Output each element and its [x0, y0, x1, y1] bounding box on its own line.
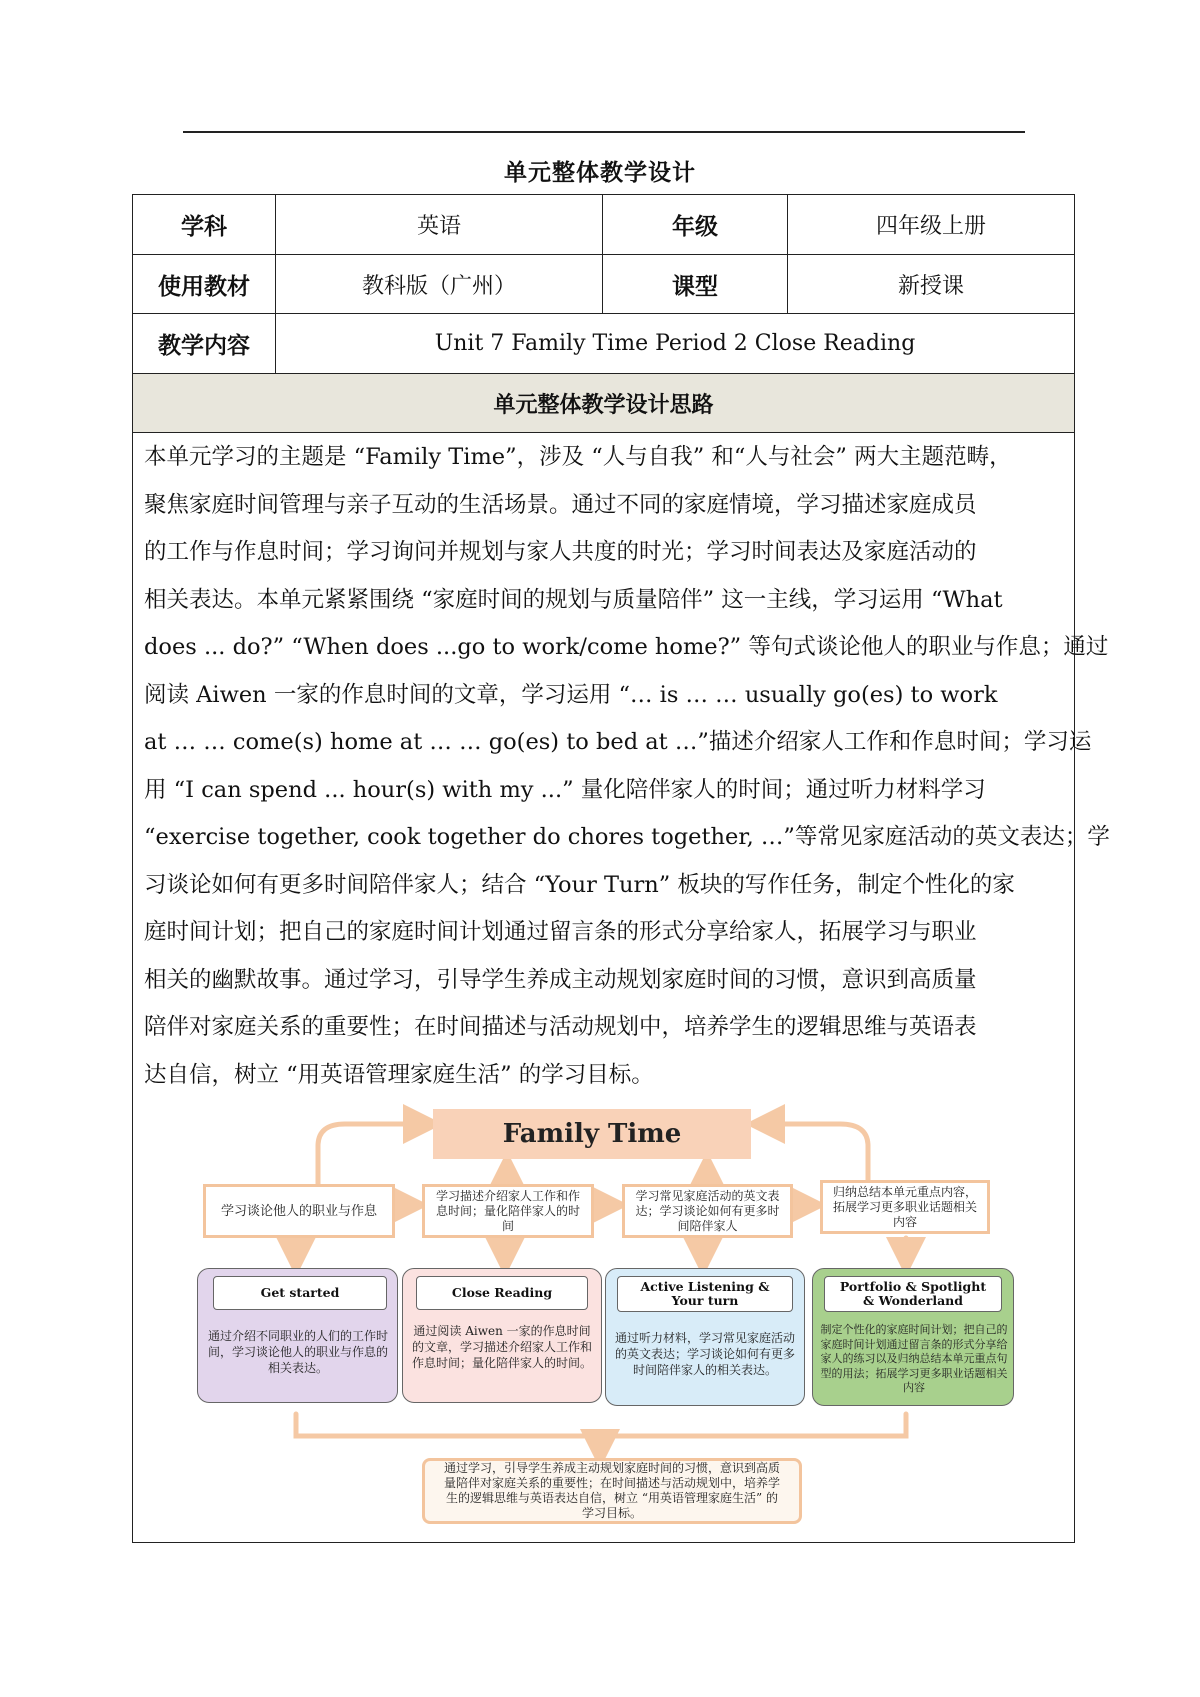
section-title: 单元整体教学设计思路	[133, 374, 1074, 433]
lane-header: Get started	[213, 1276, 387, 1310]
paragraph-line: 聚焦家庭时间管理与亲子互动的生活场景。通过不同的家庭情境，学习描述家庭成员	[144, 491, 977, 518]
paragraph-line: “exercise together, cook together do chores together, …”等常见家庭活动的英文表达；学	[144, 824, 1110, 850]
paragraph-line: 相关的幽默故事。通过学习，引导学生养成主动规划家庭时间的习惯，意识到高质量	[144, 966, 977, 993]
goal-box-3: 学习常见家庭活动的英文表达；学习谈论如何有更多时间陪伴家人	[622, 1184, 793, 1238]
lane-text: 通过介绍不同职业的人们的工作时间，学习谈论他人的职业与作息的相关表达。	[207, 1329, 388, 1375]
summary-box: 通过学习，引导学生养成主动规划家庭时间的习惯，意识到高质量陪伴对家庭关系的重要性；在时间描述与活动规划中，培养学生的逻辑思维与英语表达自信，树立 “用英语管理家庭生活” 的学习目标。	[422, 1458, 802, 1524]
type-value: 新授课	[788, 255, 1074, 314]
paragraph-line: 的工作与作息时间；学习询问并规划与家人共度的时光；学习时间表达及家庭活动的	[144, 539, 977, 565]
lane-text: 制定个性化的家庭时间计划；把自己的家庭时间计划通过留言条的形式分享给家人的练习以及归纳总结本单元重点句型的用法；拓展学习更多职业话题相关内容	[820, 1323, 1008, 1394]
content-label: 教学内容	[133, 314, 276, 374]
paragraph-line: 达自信，树立 “用英语管理家庭生活” 的学习目标。	[144, 1061, 654, 1088]
paragraph-line: 用 “I can spend ... hour(s) with my ...” 量化陪伴家人的时间；通过听力材料学习	[144, 776, 986, 803]
lane-header: Portfolio & Spotlight & Wonderland	[824, 1276, 1002, 1312]
goal-box-1: 学习谈论他人的职业与作息	[203, 1184, 395, 1238]
paragraph-line: 本单元学习的主题是 “Family Time”，涉及 “人与自我” 和“人与社会” 两大主题范畴，	[144, 444, 1012, 470]
paragraph-line: 相关表达。本单元紧紧围绕 “家庭时间的规划与质量陪伴” 这一主线，学习运用 “What	[144, 586, 1003, 613]
textbook-value: 教科版（广州）	[276, 255, 603, 314]
goal-box-4: 归纳总结本单元重点内容，拓展学习更多职业话题相关内容	[820, 1180, 990, 1234]
goal-box-2: 学习描述介绍家人工作和作息时间；量化陪伴家人的时间	[422, 1184, 594, 1238]
grade-label: 年级	[603, 195, 788, 255]
paragraph-line: 阅读 Aiwen 一家的作息时间的文章，学习运用 “… is … … usually go(es) to work	[144, 681, 998, 708]
document-title: 单元整体教学设计	[504, 159, 696, 186]
subject-label: 学科	[133, 195, 276, 255]
content-value: Unit 7 Family Time Period 2 Close Reading	[276, 314, 1074, 374]
paragraph-line: 庭时间计划；把自己的家庭时间计划通过留言条的形式分享给家人，拓展学习与职业	[144, 919, 977, 945]
lane-text: 通过听力材料，学习常见家庭活动的英文表达；学习谈论如何有更多时间陪伴家人的相关表达。	[614, 1331, 795, 1377]
grade-value: 四年级上册	[788, 195, 1074, 255]
textbook-label: 使用教材	[133, 255, 276, 314]
lane-text: 通过阅读 Aiwen 一家的作息时间的文章，学习描述介绍家人工作和作息时间；量化陪伴家人的时间。	[411, 1324, 592, 1370]
lane-header: Active Listening & Your turn	[617, 1276, 793, 1312]
diagram-center-title: Family Time	[433, 1109, 751, 1159]
lane-header: Close Reading	[416, 1276, 588, 1310]
paragraph-line: at … … come(s) home at … … go(es) to bed at …”描述介绍家人工作和作息时间；学习运	[144, 729, 1092, 755]
paragraph-line: 习谈论如何有更多时间陪伴家人；结合 “Your Turn” 板块的写作任务，制定个性化的家	[144, 871, 1015, 898]
type-label: 课型	[603, 255, 788, 314]
subject-value: 英语	[276, 195, 603, 255]
paragraph-line: does ... do?” “When does ...go to work/come home?” 等句式谈论他人的职业与作息；通过	[144, 634, 1109, 660]
paragraph-line: 陪伴对家庭关系的重要性；在时间描述与活动规划中，培养学生的逻辑思维与英语表	[144, 1014, 977, 1040]
